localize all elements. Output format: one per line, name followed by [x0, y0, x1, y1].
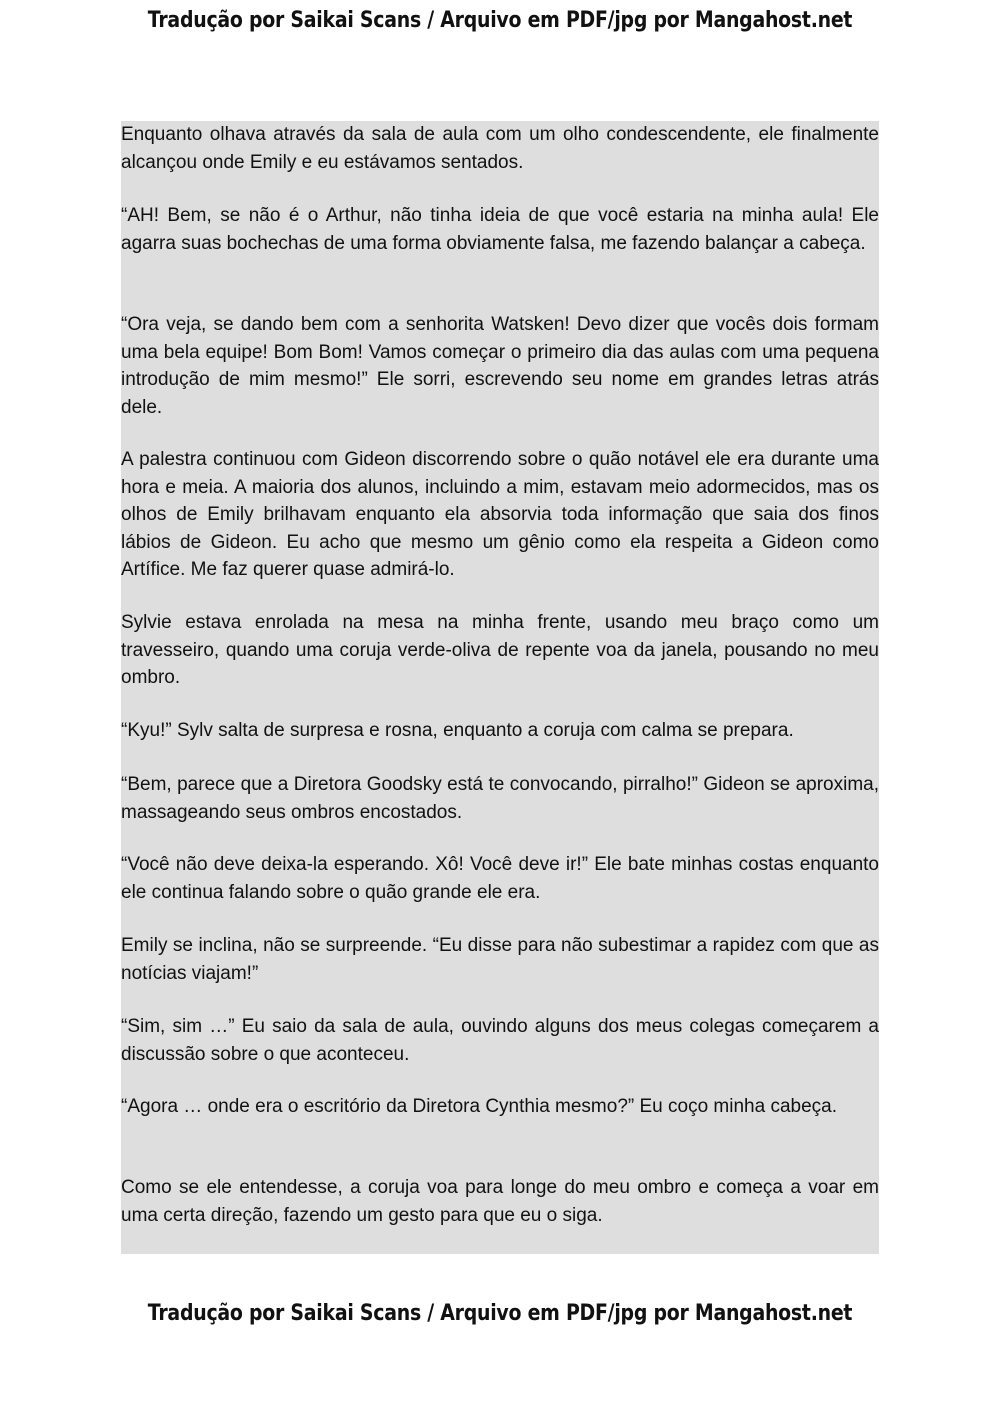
paragraph-10: “Sim, sim …” Eu saio da sala de aula, ouvindo alguns dos meus colegas começarem a discussão sobre o que aconteceu.	[121, 1016, 879, 1065]
paragraph-9: Emily se inclina, não se surpreende. “Eu disse para não subestimar a rapidez com que as notícias viajam!”	[121, 935, 879, 984]
paragraph-1: Enquanto olhava através da sala de aula com um olho condescendente, ele finalmente alcançou onde Emily e eu estávamos sentados.	[121, 124, 879, 173]
footer-credit: Tradução por Saikai Scans / Arquivo em PDF/jpg por Mangahost.net	[147, 1301, 853, 1326]
paragraph-3: “Ora veja, se dando bem com a senhorita Watsken! Devo dizer que vocês dois formam uma bela equipe! Bom Bom! Vamos começar o primeiro dia das aulas com uma pequena introdução de mim mesmo!” Ele sorri, escrevendo seu nome em grandes letras atrás dele.	[121, 314, 879, 418]
paragraph-5: Sylvie estava enrolada na mesa na minha frente, usando meu braço como um travesseiro, quando uma coruja verde-oliva de repente voa da janela, pousando no meu ombro.	[121, 612, 879, 689]
paragraph-7: “Bem, parece que a Diretora Goodsky está te convocando, pirralho!” Gideon se aproxima, massageando seus ombros encostados.	[121, 774, 879, 823]
paragraph-8: “Você não deve deixa-la esperando. Xô! Você deve ir!” Ele bate minhas costas enquanto ele continua falando sobre o quão grande ele era.	[121, 854, 879, 903]
paragraph-6: “Kyu!” Sylv salta de surpresa e rosna, enquanto a coruja com calma se prepara.	[121, 720, 794, 741]
paragraph-2: “AH! Bem, se não é o Arthur, não tinha ideia de que você estaria na minha aula! Ele agarra suas bochechas de uma forma obviamente falsa, me fazendo balançar a cabeça.	[121, 205, 879, 254]
text-panel	[121, 121, 879, 1254]
header-credit: Tradução por Saikai Scans / Arquivo em PDF/jpg por Mangahost.net	[147, 8, 853, 33]
paragraph-11: “Agora … onde era o escritório da Diretora Cynthia mesmo?” Eu coço minha cabeça.	[121, 1096, 838, 1117]
paragraph-4: A palestra continuou com Gideon discorrendo sobre o quão notável ele era durante uma hora e meia. A maioria dos alunos, incluindo a mim, estavam meio adormecidos, mas os olhos de Emily brilhavam enquanto ela absorvia toda informação que saia dos finos lábios de Gideon. Eu acho que mesmo um gênio como ela respeita a Gideon como Artífice. Me faz querer quase admirá-lo.	[121, 449, 879, 581]
paragraph-12: Como se ele entendesse, a coruja voa para longe do meu ombro e começa a voar em uma certa direção, fazendo um gesto para que eu o siga.	[121, 1177, 879, 1226]
